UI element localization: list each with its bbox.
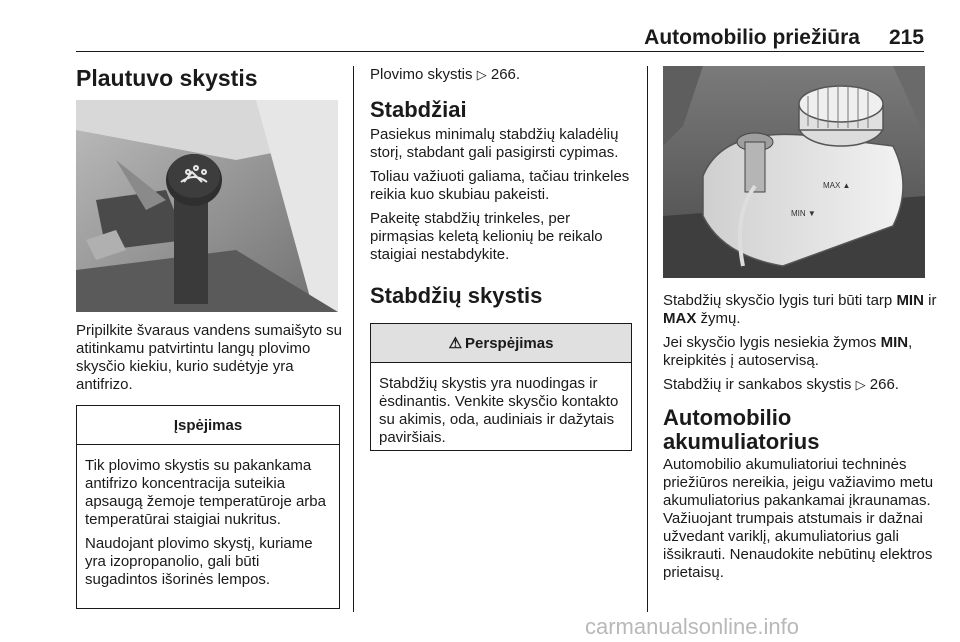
min-mark-label: MIN ▼: [791, 209, 816, 218]
running-header-title: Automobilio priežiūra: [644, 26, 860, 49]
warning-box-title: Perspėjimas: [465, 334, 554, 352]
battery-paragraph: Automobilio akumuliatoriui techninės priežiūros nereikia, jeigu važiavimo metu akumuliatorius pakankamai įkraunamas. Važiuojant trumpais atstumais ir dažnai užvedant variklį, akumuliatorius gali išsikrauti. Nenaudokite nebūtinų elektros prietaisų.: [663, 456, 934, 582]
header-rule: [76, 51, 924, 52]
washer-reservoir-illustration: [76, 100, 338, 312]
min-mark-text: MIN: [896, 292, 924, 309]
caution-paragraph-2: Naudojant plovimo skystį, kuriame yra izopropanolio, gali būti sugadintos išorinės lempos.: [85, 535, 313, 588]
brakes-paragraph-2: Toliau važiuoti galiama, tačiau trinkeles reikia kuo skubiau pakeisti.: [370, 168, 630, 204]
max-mark-text: MAX: [663, 310, 697, 327]
column-washer-fluid: [76, 66, 338, 91]
washer-reservoir-photo: [76, 100, 338, 312]
section-heading-washer-fluid: Plautuvo skystis: [76, 65, 258, 91]
washer-fluid-text: Pripilkite švaraus vandens sumaišyto su atitinkamu patvirtintu langų plovimo skysčio kiekiu, kurio sudėtyje yra antifrizo.: [76, 322, 342, 393]
washer-fluid-reference: [370, 66, 636, 84]
warning-triangle-icon: ⚠: [448, 335, 463, 352]
page-number: 215: [888, 26, 924, 49]
level-text-a: Stabdžių skysčio lygis turi būti tarp: [663, 292, 893, 309]
level-text-c: žymų.: [700, 310, 741, 327]
max-mark-label: MAX ▲: [823, 181, 851, 190]
brake-fluid-low-text: [663, 334, 939, 370]
brake-fluid-reservoir-photo: [663, 66, 925, 278]
watermark: carmanualsonline.info: [585, 614, 800, 639]
reference-page[interactable]: 266.: [490, 66, 521, 83]
reference-arrow-icon: ▷: [476, 67, 487, 82]
column-divider-2: [647, 66, 648, 612]
low-text-b: , kreipkitės į autoservisą.: [663, 334, 913, 369]
low-text-a: Jei skysčio lygis nesiekia žymos: [663, 334, 877, 351]
brake-fluid-level-text: [663, 292, 939, 328]
brakes-paragraph-3: Pakeitę stabdžių trinkeles, per pirmąsias keletą kelionių be reikalo staigiai nestabdykite.: [370, 210, 603, 264]
column-divider-1: [353, 66, 354, 612]
fluid-reference-page[interactable]: 266.: [869, 376, 899, 393]
reference-text: Plovimo skystis: [370, 66, 473, 83]
section-heading-battery: Automobilio akumuliatorius: [663, 405, 820, 455]
caution-paragraph-1: Tik plovimo skystis su pakankama antifrizo koncentracija suteikia apsaugą žemoje temperatūroje arba temperatūrai staigiai nukritus.: [85, 457, 326, 528]
section-heading-brakes: Stabdžiai: [370, 97, 467, 122]
fluid-reference-arrow-icon: ▷: [855, 377, 866, 392]
caution-box-title: Įspėjimas: [77, 406, 339, 445]
level-text-b: ir: [928, 292, 937, 309]
warning-box-header: [371, 324, 631, 363]
warning-box: [370, 323, 632, 451]
column-brakes: [370, 66, 636, 308]
caution-box: [76, 405, 340, 609]
column-brake-fluid-text: [663, 292, 939, 588]
section-heading-brake-fluid: Stabdžių skystis: [370, 283, 543, 309]
warning-text: Stabdžių skystis yra nuodingas ir ėsdinantis. Venkite skysčio kontakto su akimis, oda, audiniais ir dažytais paviršiais.: [379, 375, 619, 446]
column-washer-text: [76, 322, 344, 400]
low-min-mark-text: MIN: [880, 334, 909, 351]
brake-reservoir-illustration: [663, 66, 925, 278]
brake-clutch-fluid-reference: [663, 376, 939, 394]
brakes-paragraph-1: Pasiekus minimalų stabdžių kaladėlių storį, stabdant gali pasigirsti cypimas.: [370, 126, 619, 162]
fluid-reference-text: Stabdžių ir sankabos skystis: [663, 376, 852, 393]
